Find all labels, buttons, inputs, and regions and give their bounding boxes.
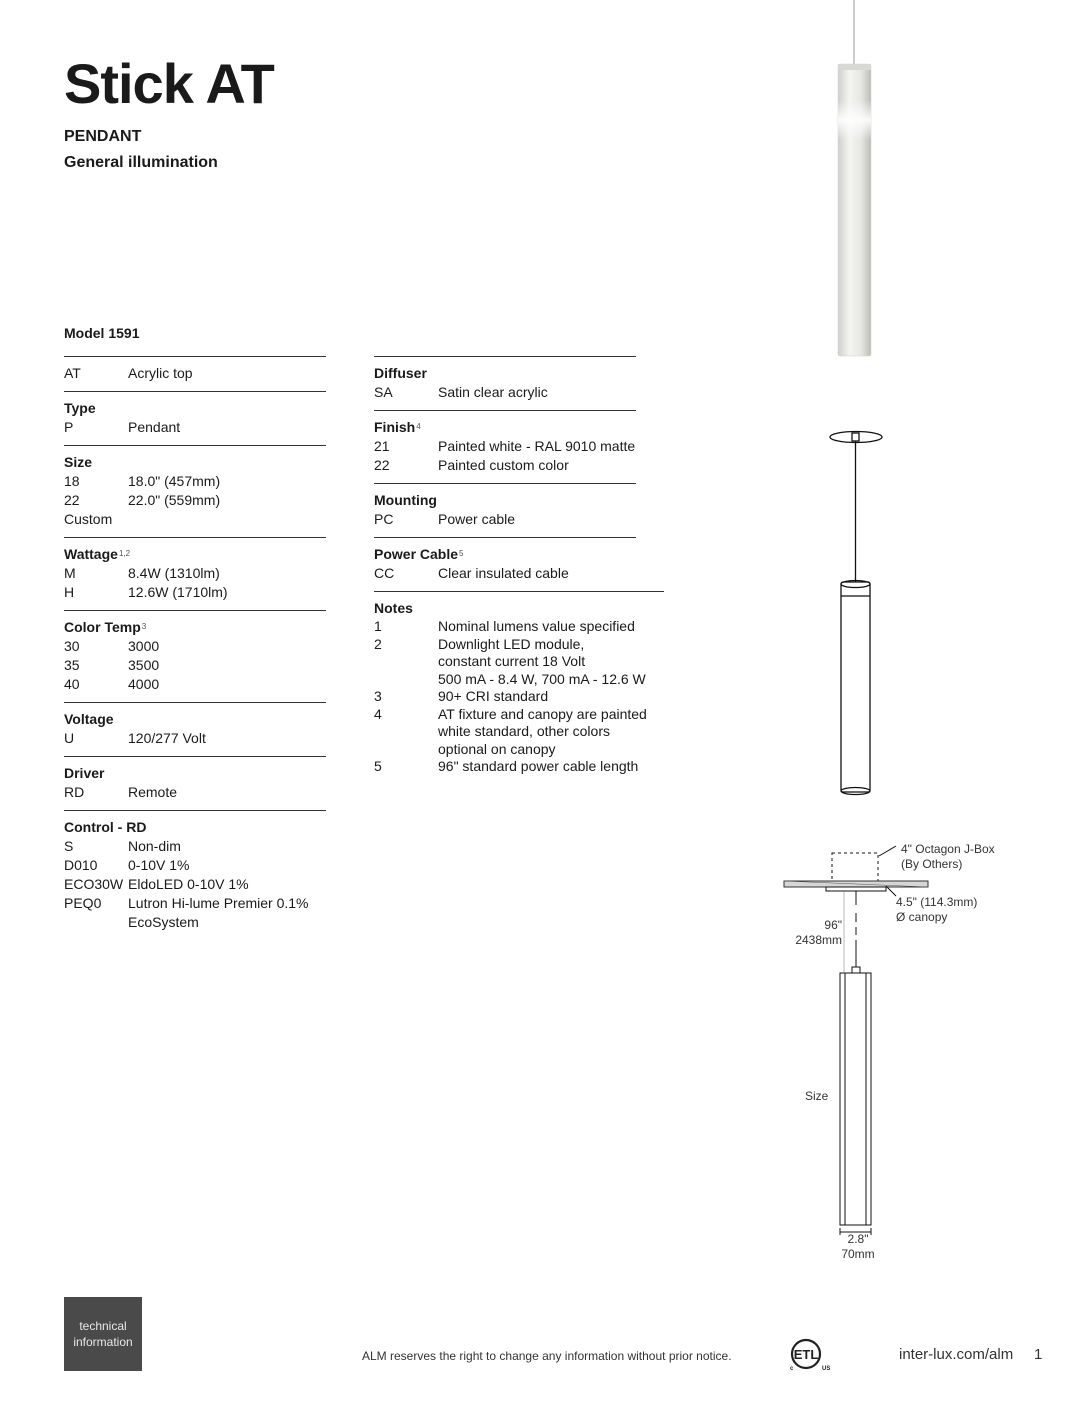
etl-listed-mark-icon <box>786 1336 834 1372</box>
option-description: Nominal lumens value specified <box>438 618 635 634</box>
option-code: 3 <box>374 688 382 704</box>
spec-column-right <box>374 356 647 784</box>
spec-row <box>64 364 326 383</box>
spec-row <box>64 637 326 656</box>
section-title <box>374 491 636 510</box>
spec-row <box>64 656 326 675</box>
option-description: EldoLED 0-10V 1% <box>128 876 249 892</box>
option-description <box>128 510 326 529</box>
cable-length-label <box>786 918 842 948</box>
section-title <box>374 418 636 437</box>
option-code: 22 <box>64 492 80 508</box>
option-code: CC <box>374 565 395 581</box>
cable-length-line1: 96" <box>824 918 842 932</box>
product-category: PENDANT <box>64 128 142 145</box>
spec-row <box>374 636 664 689</box>
spec-row <box>64 856 326 875</box>
option-description: 8.4W (1310lm) <box>128 565 220 581</box>
spec-column-left <box>64 356 326 940</box>
model-number: Model 1591 <box>64 325 140 341</box>
spec-row <box>64 418 326 437</box>
spec-row <box>374 758 664 776</box>
option-description: 120/277 Volt <box>128 730 206 746</box>
section-title <box>374 545 636 564</box>
jbox-label-line2: (By Others) <box>901 857 963 871</box>
section-title-text: Control - RD <box>64 819 147 835</box>
section-title <box>64 618 326 637</box>
width-label-line2: 70mm <box>841 1247 875 1261</box>
option-code: P <box>64 419 74 435</box>
spec-section <box>64 356 326 391</box>
option-code: S <box>64 838 74 854</box>
spec-row <box>64 583 326 602</box>
option-description: 3000 <box>128 638 160 654</box>
option-description: Power cable <box>438 511 516 527</box>
spec-section <box>64 810 326 940</box>
option-code: 4 <box>374 705 382 722</box>
option-code: ECO30W <box>64 876 124 892</box>
section-title-text: Mounting <box>374 492 437 508</box>
tech-tab-line2: information <box>73 1335 133 1349</box>
page-number: 1 <box>1034 1346 1043 1363</box>
option-description: 90+ CRI standard <box>438 688 549 704</box>
size-label: Size <box>805 1089 829 1103</box>
jbox-label-line1: 4" Octagon J-Box <box>901 842 995 856</box>
option-description: AT fixture and canopy are painted white standard, other colors optional on canopy <box>438 705 647 757</box>
spec-section <box>374 483 636 537</box>
option-description: Remote <box>128 784 178 800</box>
option-code: 40 <box>64 676 80 692</box>
option-code: PEQ0 <box>64 895 102 911</box>
canopy-label <box>896 895 977 925</box>
section-title-text: Wattage <box>64 546 118 562</box>
section-title-text: Diffuser <box>374 365 427 381</box>
section-title-text: Size <box>64 454 93 470</box>
tech-tab-line1: technical <box>79 1319 127 1333</box>
option-description: Lutron Hi-lume Premier 0.1% EcoSystem <box>128 895 309 930</box>
section-title <box>374 364 636 383</box>
spec-section <box>64 445 326 537</box>
option-description: Clear insulated cable <box>438 565 569 581</box>
footnote-ref: 1,2 <box>118 549 131 558</box>
option-description: 3500 <box>128 657 160 673</box>
spec-section <box>64 702 326 756</box>
option-code: 18 <box>64 473 80 489</box>
option-description: 18.0" (457mm) <box>128 473 221 489</box>
option-code: AT <box>64 365 81 381</box>
option-code: 21 <box>374 438 390 454</box>
section-title-text: Voltage <box>64 711 114 727</box>
section-title <box>64 545 326 564</box>
section-title-text: Notes <box>374 600 413 616</box>
spec-row <box>64 729 326 748</box>
width-label <box>836 1232 880 1262</box>
spec-row <box>374 688 664 706</box>
spec-section <box>64 391 326 445</box>
product-photo <box>830 0 880 360</box>
spec-row <box>374 706 664 759</box>
option-description: 22.0" (559mm) <box>128 492 221 508</box>
section-title <box>64 399 326 418</box>
spec-row <box>64 875 326 894</box>
section-title-text: Power Cable <box>374 546 459 562</box>
section-title <box>374 599 664 618</box>
option-code: 30 <box>64 638 80 654</box>
option-description: Downlight LED module, constant current 18 Volt 500 mA - 8.4 W, 700 mA - 12.6 W <box>438 635 646 687</box>
option-code: 2 <box>374 635 382 652</box>
option-description: Pendant <box>128 419 181 435</box>
spec-row <box>64 564 326 583</box>
option-code: Custom <box>64 511 113 527</box>
option-description: Painted custom color <box>438 457 569 473</box>
option-code: M <box>64 565 76 581</box>
spec-section <box>374 410 636 483</box>
spec-section <box>374 356 636 410</box>
section-title-text: Color Temp <box>64 619 141 635</box>
svg-text:ETL: ETL <box>793 1347 819 1362</box>
canopy-label-line2: Ø canopy <box>896 910 948 924</box>
spec-row <box>64 837 326 856</box>
spec-section <box>64 610 326 702</box>
footnote-ref: 5 <box>459 549 464 558</box>
spec-row <box>64 783 326 802</box>
jbox-label <box>901 842 995 872</box>
spec-row <box>64 894 326 932</box>
disclaimer-text: ALM reserves the right to change any information without prior notice. <box>362 1349 732 1363</box>
spec-row <box>374 510 636 529</box>
spec-row <box>374 618 664 636</box>
option-code: SA <box>374 384 393 400</box>
spec-row <box>64 472 326 491</box>
footnote-ref: 3 <box>141 622 147 631</box>
footnote-ref: 4 <box>416 422 421 431</box>
option-description: Non-dim <box>128 838 181 854</box>
width-label-line1: 2.8" <box>847 1232 869 1246</box>
option-code: H <box>64 584 75 600</box>
spec-row <box>374 456 636 475</box>
section-title-text: Finish <box>374 419 416 435</box>
option-code: U <box>64 730 75 746</box>
spec-row <box>374 437 636 456</box>
section-title <box>64 818 326 837</box>
spec-row <box>374 564 636 583</box>
option-code: 1 <box>374 618 382 634</box>
option-description: 0-10V 1% <box>128 857 190 873</box>
spec-section <box>64 537 326 610</box>
spec-row <box>64 510 326 529</box>
website-link[interactable]: inter-lux.com/alm <box>899 1346 1014 1363</box>
spec-row <box>64 491 326 510</box>
cable-length-line2: 2438mm <box>795 933 842 947</box>
section-title <box>64 453 326 472</box>
option-description: 12.6W (1710lm) <box>128 584 228 600</box>
option-description: Acrylic top <box>128 365 193 381</box>
spec-row <box>64 675 326 694</box>
option-description: 4000 <box>128 676 160 692</box>
technical-information-tab <box>64 1297 142 1371</box>
spec-section <box>64 756 326 810</box>
spec-row <box>374 383 636 402</box>
svg-text:US: US <box>822 1366 831 1372</box>
canopy-label-line1: 4.5" (114.3mm) <box>896 895 978 909</box>
option-code: D010 <box>64 857 98 873</box>
notes-section <box>374 591 664 784</box>
page-title: Stick AT <box>64 52 274 115</box>
option-code: RD <box>64 784 85 800</box>
option-description: 96" standard power cable length <box>438 758 639 774</box>
option-code: PC <box>374 511 394 527</box>
section-title <box>64 710 326 729</box>
product-application: General illumination <box>64 154 218 171</box>
option-code: 22 <box>374 457 390 473</box>
option-description: Satin clear acrylic <box>438 384 548 400</box>
section-title <box>64 764 326 783</box>
section-title-text: Driver <box>64 765 105 781</box>
option-code: 35 <box>64 657 80 673</box>
spec-section <box>374 537 636 591</box>
option-description: Painted white - RAL 9010 matte <box>438 438 636 454</box>
section-title-text: Type <box>64 400 96 416</box>
option-code: 5 <box>374 758 382 774</box>
svg-text:c: c <box>790 1366 794 1372</box>
